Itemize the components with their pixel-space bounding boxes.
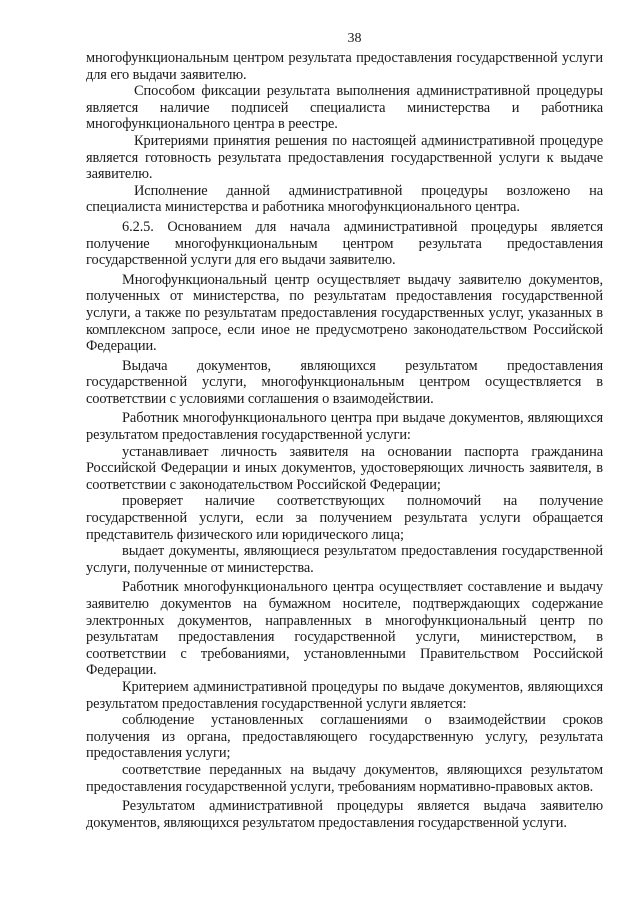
paragraph-worker-duties: Работник многофункционального центра при выдаче документов, являющихся результатом предоставления государственной услуги:: [86, 410, 603, 444]
paragraph-issuance-criterion: Критерием административной процедуры по выдаче документов, являющихся результатом предоставления государственной услуги является:: [86, 678, 603, 712]
paragraph-fixation-method: Способом фиксации результата выполнения административной процедуры является наличие подписей специалиста министерства и работника многофункционального центра в реестре.: [86, 83, 603, 133]
paragraph-responsibility: Исполнение данной административной процедуры возложено на специалиста министерства и работника многофункционального центра.: [86, 182, 603, 216]
page-number: 38: [347, 31, 362, 46]
paragraph-decision-criteria: Критериями принятия решения по настоящей административной процедуре является готовность результата предоставления государственной услуги к выдаче заявителю.: [86, 132, 603, 183]
paragraph-continuation: многофункциональным центром результата предоставления государственной услуги для его выдачи заявителю.: [86, 50, 603, 83]
paragraph-paper-copies: Работник многофункционального центра осуществляет составление и выдачу заявителю документов на бумажном носителе, подтверждающих содержание электронных документов, направленных в многофункциональный центр по результатам предоставления государственной услуги, министерством, в соответствии с требованиями, установленными Правительством Российской Федерации.: [86, 579, 603, 679]
list-item-regulatory-compliance: соответствие переданных на выдачу документов, являющихся результатом предоставления государственной услуги, требованиям нормативно-правовых актов.: [86, 761, 603, 795]
paragraph-issuance-agreement: Выдача документов, являющихся результатом предоставления государственной услуги, многофункциональным центром осуществляется в соответствии с условиями соглашения о взаимодействии.: [86, 357, 603, 407]
list-item-deadline-compliance: соблюдение установленных соглашениями о взаимодействии сроков получения из органа, предоставляющего государственную услугу, результата предоставления услуги;: [86, 712, 603, 762]
paragraph-6-2-5-basis: 6.2.5. Основанием для начала административной процедуры является получение многофункциональным центром результата предоставления государственной услуги для его выдачи заявителю.: [86, 218, 603, 269]
list-item-authority-check: проверяет наличие соответствующих полномочий на получение государственной услуги, если за получением результата услуги обращается представитель физического или юридического лица;: [86, 493, 603, 543]
list-item-identity-check: устанавливает личность заявителя на основании паспорта гражданина Российской Федерации и иных документов, удостоверяющих личность заявителя, в соответствии с законодательством Российской Федерации;: [86, 443, 603, 493]
list-item-issue-documents: выдает документы, являющиеся результатом предоставления государственной услуги, полученные от министерства.: [86, 543, 603, 576]
paragraph-mfc-issues-documents: Многофункциональный центр осуществляет выдачу заявителю документов, полученных от министерства, по результатам предоставления государственной услуги, а также по результатам предоставления государственных услуг, указанных в комплексном запросе, если иное не предусмотрено законодательством Российской Федерации.: [86, 271, 603, 355]
paragraph-procedure-result: Результатом административной процедуры является выдача заявителю документов, являющихся результатом предоставления государственной услуги.: [86, 798, 603, 831]
